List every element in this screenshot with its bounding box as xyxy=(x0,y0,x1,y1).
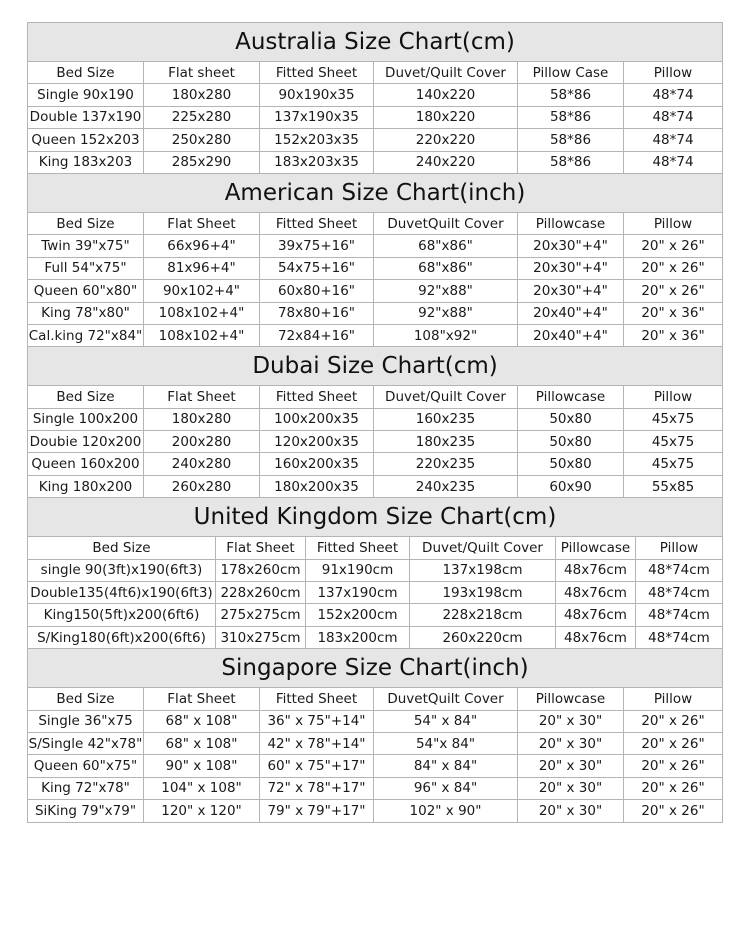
table-cell: 260x280 xyxy=(144,475,260,497)
column-header: Bed Size xyxy=(28,386,144,408)
table-cell: 78x80+16" xyxy=(260,302,374,324)
american-size-chart xyxy=(27,174,723,347)
header-row xyxy=(28,62,723,84)
table-cell: 137x190x35 xyxy=(260,106,374,128)
table-row xyxy=(28,582,723,604)
header-row xyxy=(28,688,723,710)
table-cell: Single 100x200 xyxy=(28,408,144,430)
table-cell: 45x75 xyxy=(624,431,723,453)
table-cell: 72" x 78"+17" xyxy=(260,777,374,799)
table-cell: 54x75+16" xyxy=(260,257,374,279)
column-header: Pillow xyxy=(624,386,723,408)
table-cell: 48*74 xyxy=(624,129,723,151)
table-cell: 220x220 xyxy=(374,129,518,151)
table-cell: 102" x 90" xyxy=(374,800,518,822)
table-cell: 20" x 36" xyxy=(624,324,723,346)
table-cell: 81x96+4" xyxy=(144,257,260,279)
table-cell: 20" x 26" xyxy=(624,710,723,732)
chart-title: United Kingdom Size Chart(cm) xyxy=(28,498,723,537)
table-cell: 48*74cm xyxy=(636,604,723,626)
table-cell: 90" x 108" xyxy=(144,755,260,777)
table-cell: 180x280 xyxy=(144,408,260,430)
column-header: Flat Sheet xyxy=(144,386,260,408)
table-cell: 20" x 30" xyxy=(518,800,624,822)
table-cell: Twin 39"x75" xyxy=(28,235,144,257)
table-cell: 108x102+4" xyxy=(144,302,260,324)
table-cell: 92"x88" xyxy=(374,302,518,324)
table-cell: 54"x 84" xyxy=(374,732,518,754)
united-kingdom-size-chart xyxy=(27,498,723,649)
table-cell: 180x200x35 xyxy=(260,475,374,497)
table-cell: 275x275cm xyxy=(216,604,306,626)
table-cell: 20" x 26" xyxy=(624,755,723,777)
table-row xyxy=(28,408,723,430)
table-cell: King150(5ft)x200(6ft6) xyxy=(28,604,216,626)
table-cell: S/King180(6ft)x200(6ft6) xyxy=(28,626,216,648)
column-header: Duvet/Quilt Cover xyxy=(374,386,518,408)
table-cell: 310x275cm xyxy=(216,626,306,648)
table-cell: 20x30"+4" xyxy=(518,280,624,302)
table-cell: 108"x92" xyxy=(374,324,518,346)
table-cell: 20" x 30" xyxy=(518,732,624,754)
table-row xyxy=(28,84,723,106)
table-cell: 58*86 xyxy=(518,106,624,128)
table-cell: 200x280 xyxy=(144,431,260,453)
table-cell: 20" x 26" xyxy=(624,257,723,279)
column-header: Pillow Case xyxy=(518,62,624,84)
table-cell: 50x80 xyxy=(518,453,624,475)
table-cell: 60x80+16" xyxy=(260,280,374,302)
column-header: Fitted Sheet xyxy=(306,537,410,559)
table-cell: 50x80 xyxy=(518,408,624,430)
table-row xyxy=(28,604,723,626)
column-header: Bed Size xyxy=(28,212,144,234)
table-row xyxy=(28,475,723,497)
table-cell: 225x280 xyxy=(144,106,260,128)
table-row xyxy=(28,151,723,173)
column-header: Flat Sheet xyxy=(144,212,260,234)
australia-size-chart xyxy=(27,22,723,174)
table-cell: King 183x203 xyxy=(28,151,144,173)
table-cell: 50x80 xyxy=(518,431,624,453)
column-header: Pillow xyxy=(624,688,723,710)
column-header: Fitted Sheet xyxy=(260,688,374,710)
table-cell: 79" x 79"+17" xyxy=(260,800,374,822)
table-cell: 240x235 xyxy=(374,475,518,497)
table-cell: S/Single 42"x78" xyxy=(28,732,144,754)
table-cell: 140x220 xyxy=(374,84,518,106)
table-row xyxy=(28,129,723,151)
table-cell: 68" x 108" xyxy=(144,732,260,754)
table-cell: 180x280 xyxy=(144,84,260,106)
table-cell: Doubie 120x200 xyxy=(28,431,144,453)
column-header: Duvet/Quilt Cover xyxy=(410,537,556,559)
table-cell: 48x76cm xyxy=(556,626,636,648)
table-cell: 240x220 xyxy=(374,151,518,173)
table-cell: 152x203x35 xyxy=(260,129,374,151)
table-cell: 220x235 xyxy=(374,453,518,475)
table-cell: 58*86 xyxy=(518,84,624,106)
header-row xyxy=(28,537,723,559)
table-cell: Single 36"x75 xyxy=(28,710,144,732)
table-cell: 48*74 xyxy=(624,84,723,106)
table-row xyxy=(28,106,723,128)
table-cell: King 72"x78" xyxy=(28,777,144,799)
table-cell: Queen 60"x75" xyxy=(28,755,144,777)
singapore-size-chart xyxy=(27,649,723,822)
chart-title: Australia Size Chart(cm) xyxy=(28,23,723,62)
table-cell: Double 137x190 xyxy=(28,106,144,128)
table-cell: 48x76cm xyxy=(556,582,636,604)
column-header: Pillowcase xyxy=(556,537,636,559)
table-cell: 90x102+4" xyxy=(144,280,260,302)
table-cell: 250x280 xyxy=(144,129,260,151)
table-row xyxy=(28,302,723,324)
table-cell: Queen 152x203 xyxy=(28,129,144,151)
table-cell: 48*74cm xyxy=(636,582,723,604)
column-header: Bed Size xyxy=(28,62,144,84)
table-cell: 20x30"+4" xyxy=(518,235,624,257)
table-cell: 180x220 xyxy=(374,106,518,128)
table-cell: 54" x 84" xyxy=(374,710,518,732)
table-cell: 104" x 108" xyxy=(144,777,260,799)
column-header: Pillow xyxy=(636,537,723,559)
table-cell: 90x190x35 xyxy=(260,84,374,106)
size-charts xyxy=(27,22,722,823)
table-row xyxy=(28,324,723,346)
table-cell: 60" x 75"+17" xyxy=(260,755,374,777)
table-cell: 20" x 26" xyxy=(624,235,723,257)
table-cell: 66x96+4" xyxy=(144,235,260,257)
table-cell: Queen 60"x80" xyxy=(28,280,144,302)
column-header: Fitted Sheet xyxy=(260,386,374,408)
table-cell: Full 54"x75" xyxy=(28,257,144,279)
table-cell: 228x260cm xyxy=(216,582,306,604)
table-row xyxy=(28,626,723,648)
table-cell: 183x203x35 xyxy=(260,151,374,173)
column-header: Flat Sheet xyxy=(144,688,260,710)
column-header: Pillowcase xyxy=(518,688,624,710)
table-cell: 48x76cm xyxy=(556,604,636,626)
table-cell: Double135(4ft6)x190(6ft3) xyxy=(28,582,216,604)
table-cell: 285x290 xyxy=(144,151,260,173)
table-cell: 20x30"+4" xyxy=(518,257,624,279)
table-row xyxy=(28,559,723,581)
table-row xyxy=(28,431,723,453)
column-header: Duvet/Quilt Cover xyxy=(374,62,518,84)
table-cell: 160x200x35 xyxy=(260,453,374,475)
chart-title: American Size Chart(inch) xyxy=(28,174,723,213)
column-header: Fitted Sheet xyxy=(260,62,374,84)
table-cell: 178x260cm xyxy=(216,559,306,581)
table-cell: 120" x 120" xyxy=(144,800,260,822)
table-row xyxy=(28,235,723,257)
column-header: Pillowcase xyxy=(518,386,624,408)
table-cell: 20x40"+4" xyxy=(518,324,624,346)
table-cell: 20" x 26" xyxy=(624,800,723,822)
table-cell: 160x235 xyxy=(374,408,518,430)
header-row xyxy=(28,386,723,408)
table-cell: SiKing 79"x79" xyxy=(28,800,144,822)
table-cell: 45x75 xyxy=(624,408,723,430)
table-cell: 68" x 108" xyxy=(144,710,260,732)
table-cell: 72x84+16" xyxy=(260,324,374,346)
table-cell: 20" x 36" xyxy=(624,302,723,324)
table-row xyxy=(28,280,723,302)
table-row xyxy=(28,755,723,777)
table-cell: 20" x 26" xyxy=(624,732,723,754)
table-cell: 228x218cm xyxy=(410,604,556,626)
table-cell: 92"x88" xyxy=(374,280,518,302)
table-cell: 68"x86" xyxy=(374,235,518,257)
table-cell: King 180x200 xyxy=(28,475,144,497)
table-cell: 96" x 84" xyxy=(374,777,518,799)
table-cell: 84" x 84" xyxy=(374,755,518,777)
table-cell: 58*86 xyxy=(518,129,624,151)
table-cell: 20" x 30" xyxy=(518,755,624,777)
table-row xyxy=(28,710,723,732)
table-cell: 137x190cm xyxy=(306,582,410,604)
table-row xyxy=(28,257,723,279)
header-row xyxy=(28,212,723,234)
table-cell: 183x200cm xyxy=(306,626,410,648)
table-cell: 193x198cm xyxy=(410,582,556,604)
column-header: Pillow xyxy=(624,62,723,84)
table-cell: 36" x 75"+14" xyxy=(260,710,374,732)
table-row xyxy=(28,800,723,822)
table-cell: King 78"x80" xyxy=(28,302,144,324)
table-cell: 58*86 xyxy=(518,151,624,173)
table-cell: 20x40"+4" xyxy=(518,302,624,324)
column-header: Fitted Sheet xyxy=(260,212,374,234)
table-row xyxy=(28,732,723,754)
table-cell: single 90(3ft)x190(6ft3) xyxy=(28,559,216,581)
table-cell: 120x200x35 xyxy=(260,431,374,453)
chart-title: Singapore Size Chart(inch) xyxy=(28,649,723,688)
column-header: DuvetQuilt Cover xyxy=(374,688,518,710)
table-cell: 68"x86" xyxy=(374,257,518,279)
table-cell: 20" x 30" xyxy=(518,710,624,732)
column-header: DuvetQuilt Cover xyxy=(374,212,518,234)
table-row xyxy=(28,453,723,475)
table-cell: 48x76cm xyxy=(556,559,636,581)
column-header: Pillow xyxy=(624,212,723,234)
table-cell: 55x85 xyxy=(624,475,723,497)
table-row xyxy=(28,777,723,799)
table-cell: Single 90x190 xyxy=(28,84,144,106)
table-cell: 240x280 xyxy=(144,453,260,475)
table-cell: 20" x 26" xyxy=(624,777,723,799)
table-cell: 180x235 xyxy=(374,431,518,453)
table-cell: 39x75+16" xyxy=(260,235,374,257)
table-cell: 152x200cm xyxy=(306,604,410,626)
column-header: Bed Size xyxy=(28,688,144,710)
table-cell: 42" x 78"+14" xyxy=(260,732,374,754)
table-cell: 20" x 26" xyxy=(624,280,723,302)
table-cell: 48*74 xyxy=(624,151,723,173)
table-cell: 48*74 xyxy=(624,106,723,128)
table-cell: 45x75 xyxy=(624,453,723,475)
table-cell: 260x220cm xyxy=(410,626,556,648)
column-header: Bed Size xyxy=(28,537,216,559)
table-cell: 137x198cm xyxy=(410,559,556,581)
table-cell: 20" x 30" xyxy=(518,777,624,799)
chart-title: Dubai Size Chart(cm) xyxy=(28,347,723,386)
table-cell: Cal.king 72"x84" xyxy=(28,324,144,346)
column-header: Flat Sheet xyxy=(216,537,306,559)
table-cell: 91x190cm xyxy=(306,559,410,581)
table-cell: 100x200x35 xyxy=(260,408,374,430)
table-cell: 48*74cm xyxy=(636,626,723,648)
table-cell: 60x90 xyxy=(518,475,624,497)
table-cell: 48*74cm xyxy=(636,559,723,581)
table-cell: 108x102+4" xyxy=(144,324,260,346)
table-cell: Queen 160x200 xyxy=(28,453,144,475)
column-header: Flat sheet xyxy=(144,62,260,84)
column-header: Pillowcase xyxy=(518,212,624,234)
dubai-size-chart xyxy=(27,347,723,498)
